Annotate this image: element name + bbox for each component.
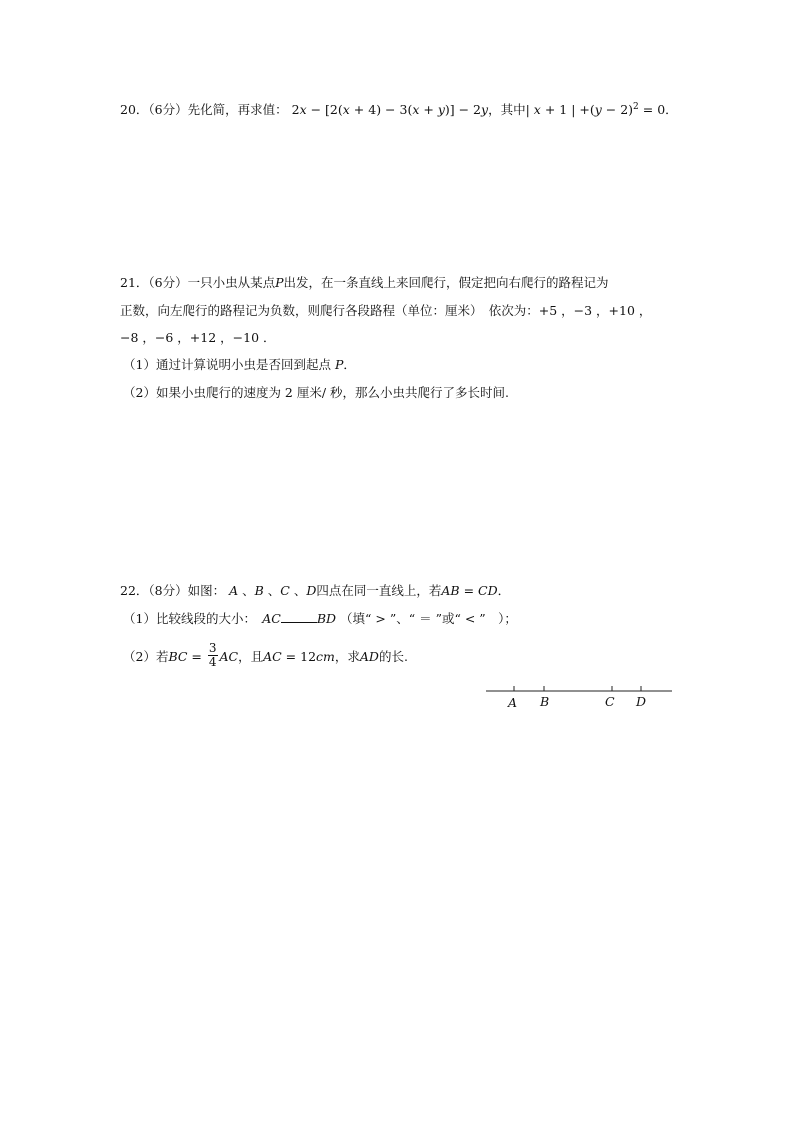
q20-number: 20． bbox=[120, 102, 149, 117]
segment-figure bbox=[480, 680, 680, 716]
q22-part-2: （2）若BC = $\frac{3}{4}$ AC，且AC = 12cm，求AD的长. bbox=[123, 641, 408, 669]
question-21-line-1: 21．（6分）一只小虫从某点P出发，在一条直线上来回爬行，假定把向右爬行的路程记为 bbox=[120, 275, 609, 290]
q22-score: （8分） bbox=[148, 583, 188, 598]
q20-instruction: 先化简，再求值： bbox=[187, 102, 288, 117]
fraction-three-quarters: $\frac{3}{4}$ bbox=[208, 641, 217, 669]
question-21-line-2: 正数，向左爬行的路程记为负数，则爬行各段路程（单位：厘米） 依次为：+5 ，−3 ，+10 ， bbox=[120, 303, 652, 318]
q21-score: （6分） bbox=[148, 275, 188, 290]
label-d: D bbox=[636, 694, 647, 709]
q20-score: （6分） bbox=[148, 102, 188, 117]
q21-part-2: （2）如果小虫爬行的速度为 2 厘米/ 秒，那么小虫共爬行了多长时间. bbox=[123, 385, 510, 400]
answer-blank[interactable] bbox=[281, 610, 317, 623]
label-b: B bbox=[540, 694, 550, 709]
question-21-line-3: −8 ，−6 ，+12 ，−10 ． bbox=[120, 330, 276, 345]
question-20: 20．（6分）先化简，再求值： 2x − [2(x + 4) − 3(x + y)] − 2y，其中| x + 1 | $+(y - 2)^2 = 0$． bbox=[120, 102, 678, 117]
point-p: P bbox=[275, 275, 284, 290]
q22-number: 22． bbox=[120, 583, 149, 598]
q20-where: ，其中 bbox=[488, 102, 526, 117]
q21-part-1: （1）通过计算说明小虫是否回到起点 P． bbox=[123, 357, 356, 372]
q21-number: 21． bbox=[120, 275, 149, 290]
q20-condition: | x + 1 | $+(y - 2)^2 = 0$ bbox=[525, 102, 666, 117]
question-22: 22．（8分）如图： A 、B 、C 、D四点在同一直线上，若AB = CD． bbox=[120, 583, 511, 598]
label-a: A bbox=[508, 695, 518, 710]
q22-part-1: （1）比较线段的大小： AC BD （填“ > ”、“ ＝ ”或“ < ” ）； bbox=[123, 611, 517, 626]
label-c: C bbox=[605, 694, 615, 709]
q20-expression: 2x − [2(x + 4) − 3(x + y)] − 2y bbox=[291, 102, 489, 117]
